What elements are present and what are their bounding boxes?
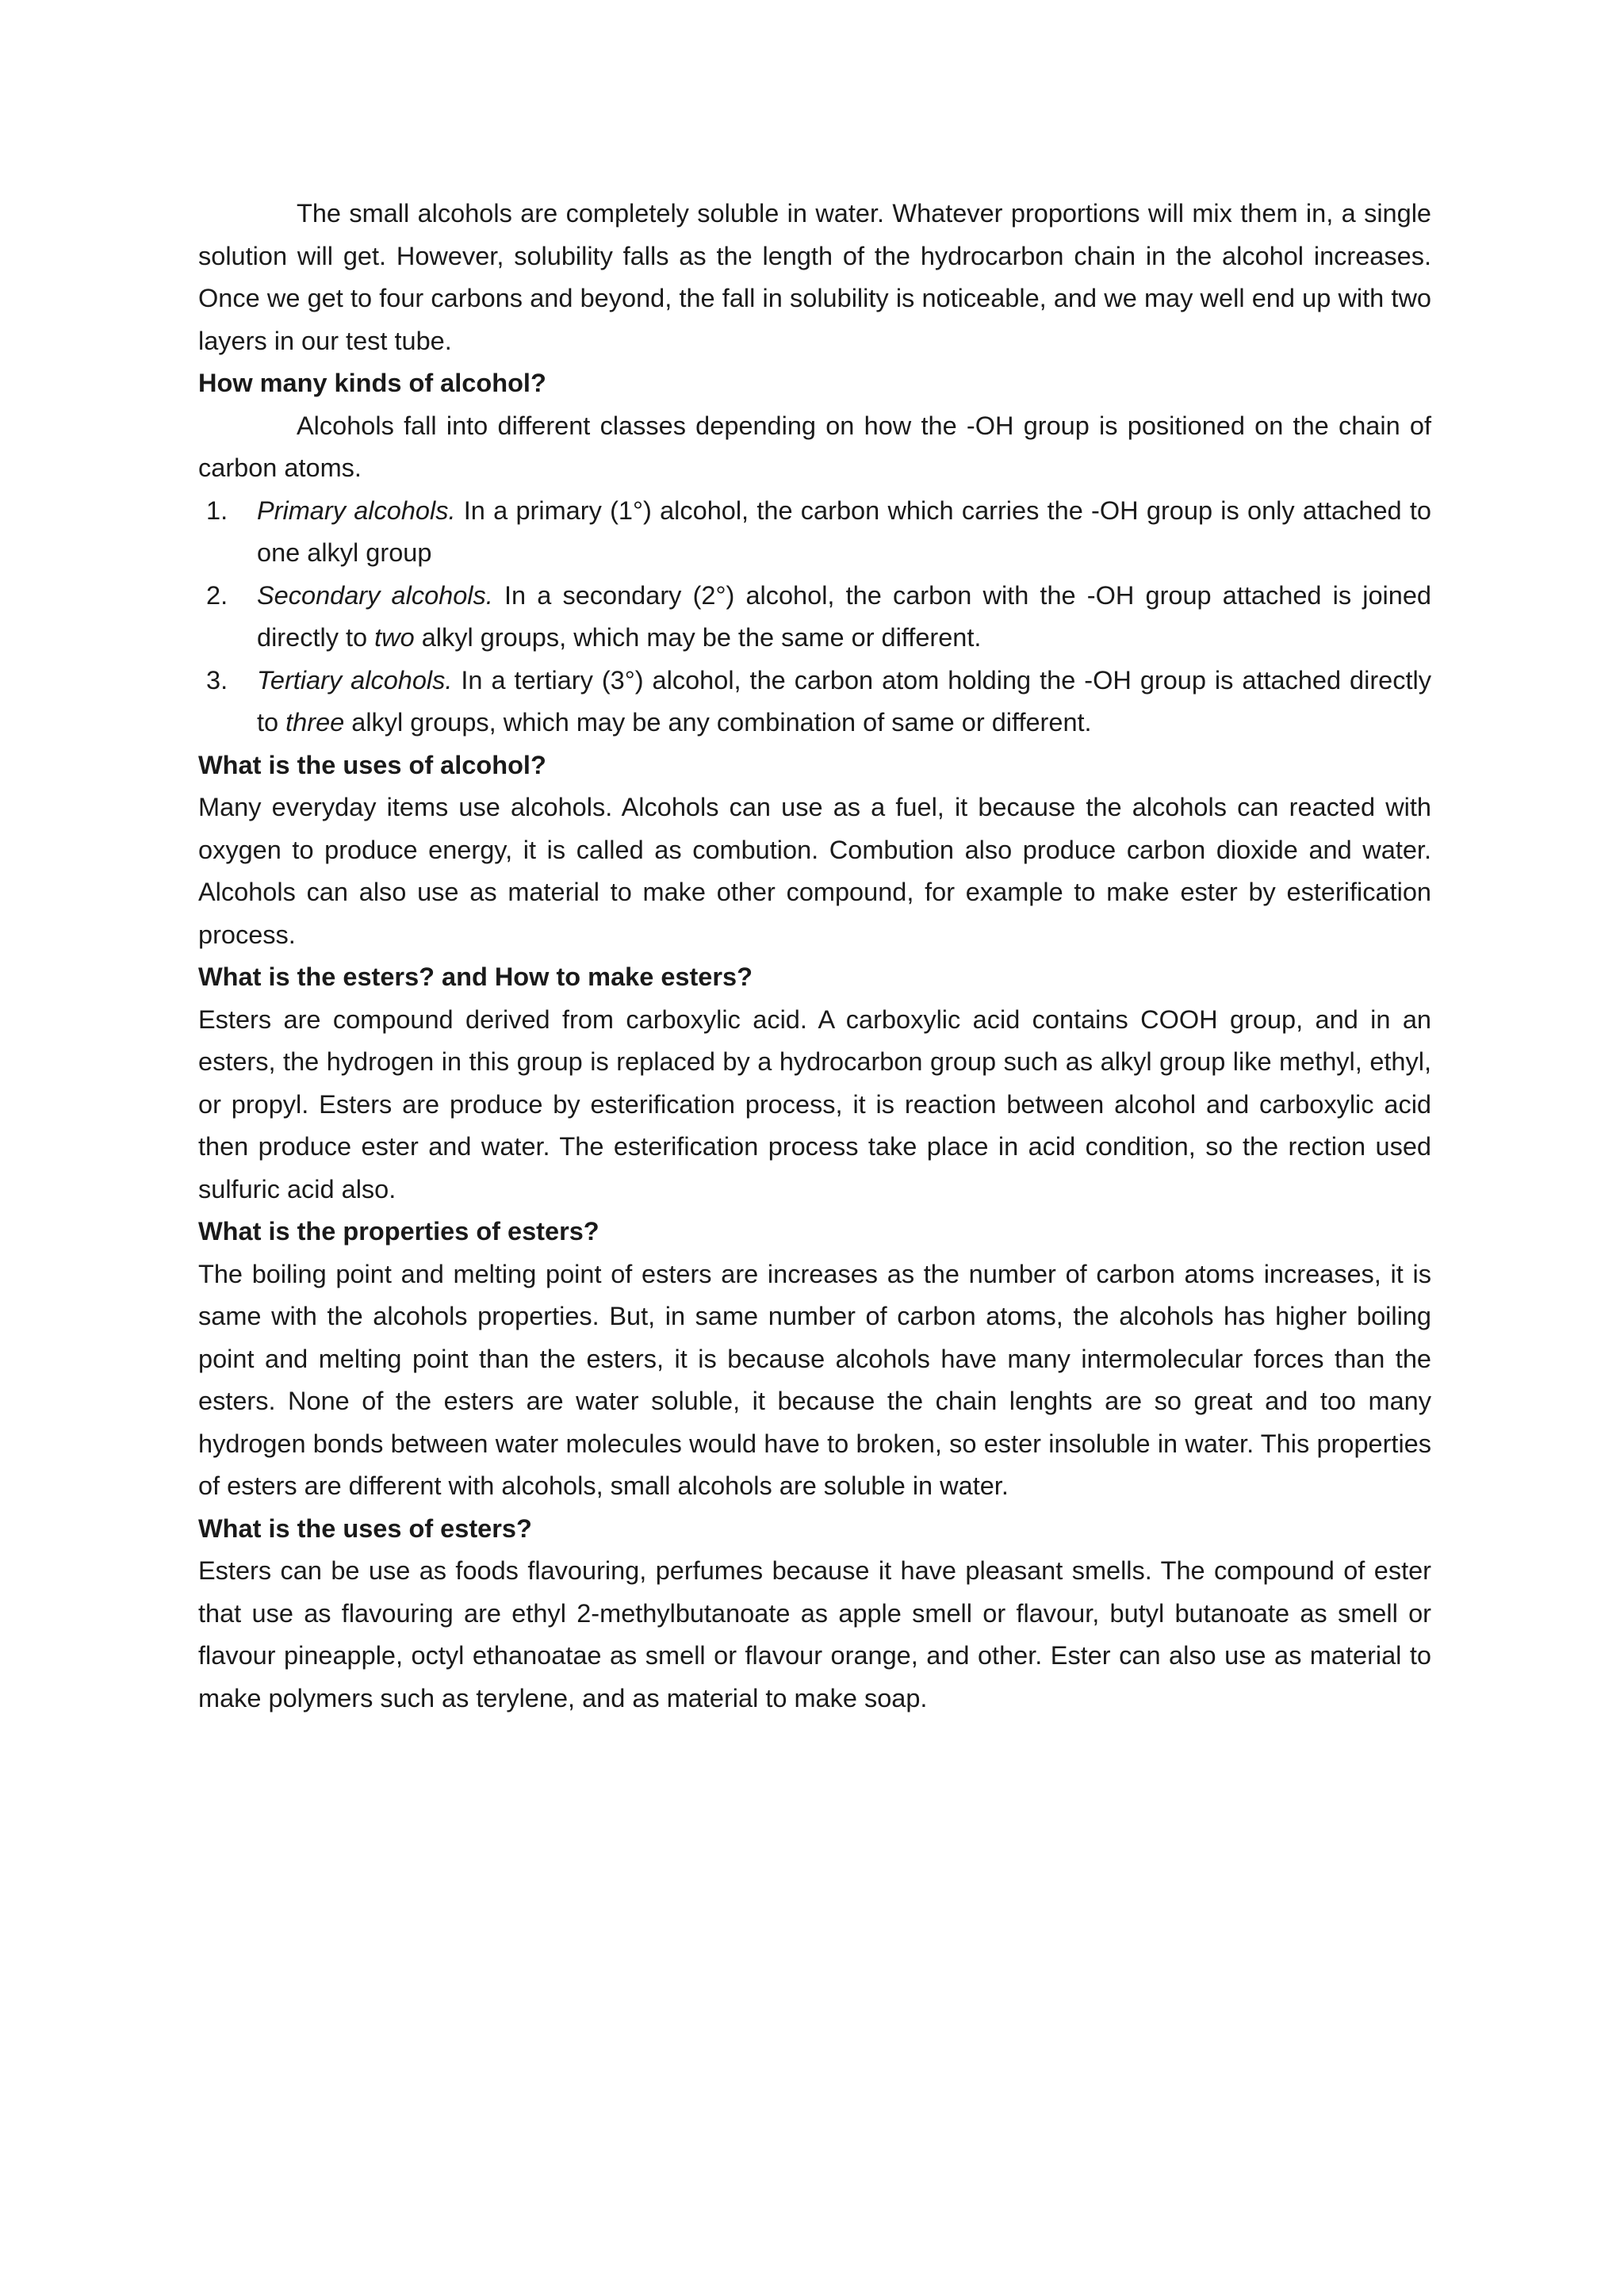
list-emphasis: three [285, 708, 345, 737]
intro-paragraph: The small alcohols are completely soluble in water. Whatever proportions will mix them in, a single solution will get. However, solubility falls as the length of the hydrocarbon chain in the alcohol increases. Once we get to four carbons and beyond, the fall in solubility is noticeable, and we may well end up with two layers in our test tube. [198, 199, 1431, 355]
list-text: In a secondary (2°) alcohol, the carbon with the -OH group attached is joined directly to [257, 580, 1431, 652]
list-text-end: alkyl groups, which may be the same or different. [414, 623, 982, 652]
list-emphasis: two [374, 623, 415, 652]
list-text: In a primary (1°) alcohol, the carbon which carries the -OH group is only attached to one alkyl group [257, 496, 1431, 567]
uses-alcohol-paragraph: Many everyday items use alcohols. Alcohols can use as a fuel, it because the alcohols can reacted with oxygen to produce energy, it is called as combution. Combution also produce carbon dioxide and water. Alcohols can also use as material to make other compound, for example to make ester by esterification process. [198, 793, 1431, 949]
heading-uses-of-alcohol: What is the uses of alcohol? [198, 750, 546, 779]
heading-kinds-of-alcohol: How many kinds of alcohol? [198, 369, 546, 397]
list-item-tertiary [198, 660, 1431, 744]
alcohol-classes-list [198, 490, 1431, 744]
list-item-secondary [198, 575, 1431, 660]
list-text-end: alkyl groups, which may be any combination of same or different. [344, 708, 1092, 737]
list-term: Secondary alcohols. [257, 580, 493, 610]
kinds-paragraph: Alcohols fall into different classes depending on how the -OH group is positioned on the chain of carbon atoms. [198, 411, 1431, 482]
list-number: 2. [206, 580, 228, 610]
list-number: 3. [206, 665, 228, 695]
heading-esters: What is the esters? and How to make esters? [198, 962, 753, 991]
heading-properties-of-esters: What is the properties of esters? [198, 1217, 599, 1246]
document-page [198, 193, 1431, 1720]
list-number: 1. [206, 496, 228, 525]
list-text: In a tertiary (3°) alcohol, the carbon atom holding the -OH group is attached directly to [257, 665, 1431, 737]
properties-paragraph: The boiling point and melting point of esters are increases as the number of carbon atoms increases, it is same with the alcohols properties. But, in same number of carbon atoms, the alcohols has higher boiling point and melting point than the esters, it is because alcohols have many intermolecular forces than the esters. None of the esters are water soluble, it because the chain lenghts are so great and too many hydrogen bonds between water molecules would have to broken, so ester insoluble in water. This properties of esters are different with alcohols, small alcohols are soluble in water. [198, 1259, 1431, 1500]
esters-paragraph: Esters are compound derived from carboxylic acid. A carboxylic acid contains COOH group, and in an esters, the hydrogen in this group is replaced by a hydrocarbon group such as alkyl group like methyl, ethyl, or propyl. Esters are produce by esterification process, it is reaction between alcohol and carboxylic acid then produce ester and water. The esterification process take place in acid condition, so the rection used sulfuric acid also. [198, 1004, 1431, 1203]
list-item-primary [198, 490, 1431, 575]
list-term: Tertiary alcohols. [257, 665, 453, 695]
heading-uses-of-esters: What is the uses of esters? [198, 1513, 532, 1543]
list-term: Primary alcohols. [257, 496, 456, 525]
uses-esters-paragraph: Esters can be use as foods flavouring, perfumes because it have pleasant smells. The compound of ester that use as flavouring are ethyl 2-methylbutanoate as apple smell or flavour, butyl butanoate as smell or flavour pineapple, octyl ethanoatae as smell or flavour orange, and other. Ester can also use as material to make polymers such as terylene, and as material to make soap. [198, 1556, 1431, 1712]
